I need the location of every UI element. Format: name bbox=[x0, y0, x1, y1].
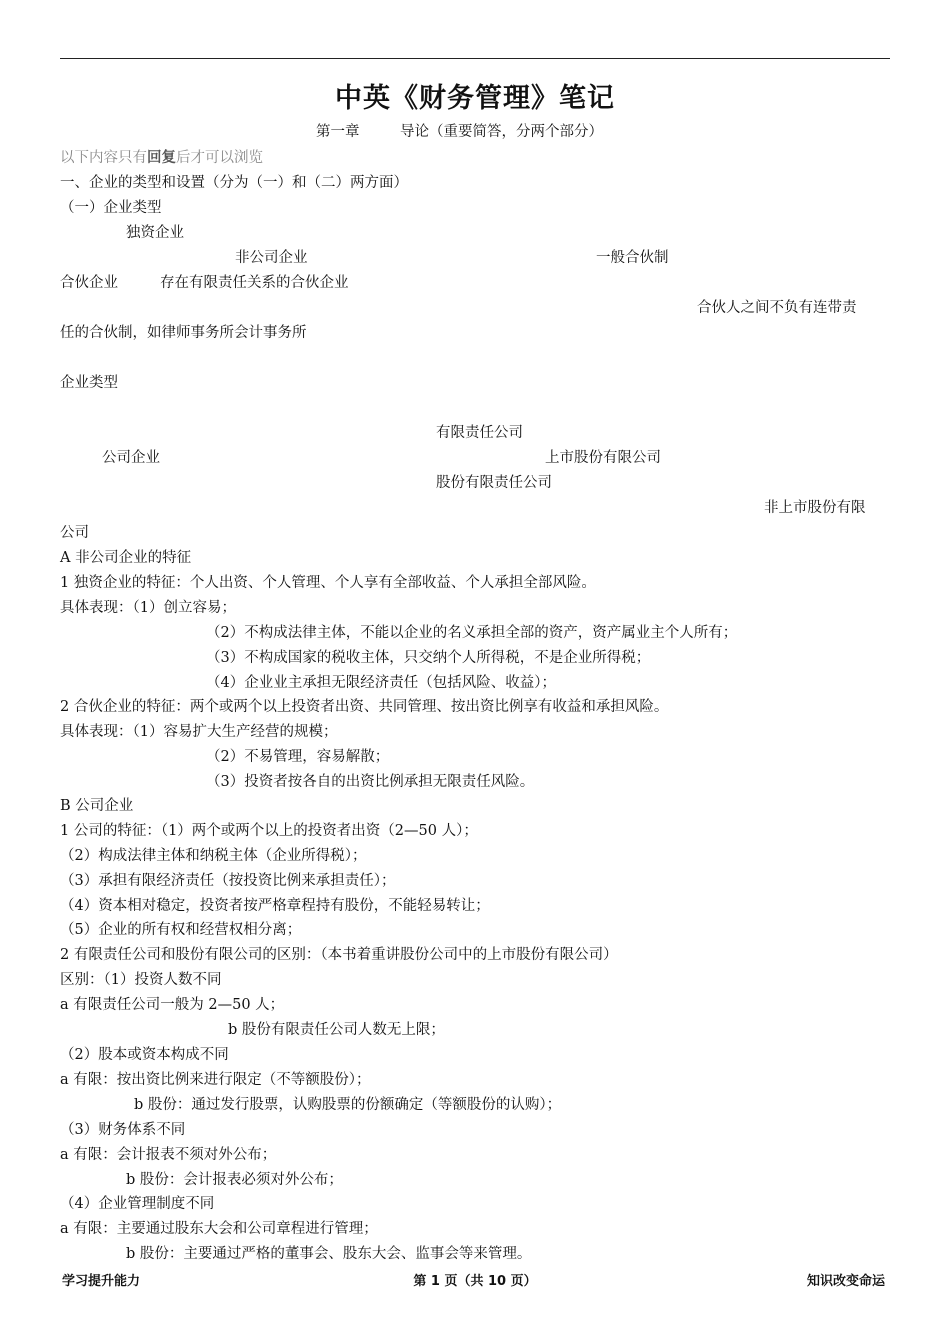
diagram-label-listed: 上市股份有限公司 bbox=[545, 450, 661, 466]
footer-right: 知识改变命运 bbox=[806, 1274, 885, 1289]
header-rule bbox=[60, 58, 890, 59]
diagram-label-sole: 独资企业 bbox=[126, 225, 184, 241]
diagram-label-corp: 公司企业 bbox=[102, 450, 160, 466]
subsection-heading: （一）企业类型 bbox=[60, 200, 162, 216]
diagram-label-partnership: 合伙企业 bbox=[60, 275, 118, 291]
section-heading: 一、企业的类型和设置（分为（一）和（二）两方面） bbox=[60, 175, 408, 191]
chapter-name: 导论（重要简答，分两个部分） bbox=[400, 124, 603, 140]
diagram-label-noncorp: 非公司企业 bbox=[235, 250, 308, 266]
text-line: 公司 bbox=[60, 525, 89, 541]
diagram-label-unlisted: 非上市股份有限 bbox=[764, 500, 866, 516]
diagram-label-joint-stock: 股份有限责任公司 bbox=[436, 475, 552, 491]
text-line: （4）企业管理制度不同 bbox=[60, 1196, 215, 1212]
text-line: （5）企业的所有权和经营权相分离； bbox=[60, 922, 302, 938]
text-line: a 有限责任公司一般为 2—50 人； bbox=[60, 997, 285, 1013]
text-line: 1 公司的特征：（1）两个或两个以上的投资者出资（2—50 人）； bbox=[60, 823, 478, 839]
text-line: b 股份有限责任公司人数无上限； bbox=[228, 1022, 445, 1038]
chapter-number: 第一章 bbox=[316, 124, 360, 140]
text-line: 区别：（1）投资人数不同 bbox=[60, 972, 222, 988]
text-line: a 有限：会计报表不须对外公布； bbox=[60, 1147, 277, 1163]
text-line: （2）构成法律主体和纳税主体（企业所得税）； bbox=[60, 848, 367, 864]
text-line: （3）不构成国家的税收主体，只交纳个人所得税，不是企业所得税； bbox=[206, 650, 651, 666]
diagram-label-types: 企业类型 bbox=[60, 375, 118, 391]
text-line: b 股份：主要通过严格的董事会、股东大会、监事会等来管理。 bbox=[126, 1246, 532, 1262]
heading-a: A 非公司企业的特征 bbox=[60, 550, 192, 566]
reply-notice bbox=[60, 148, 263, 168]
heading-b: B 公司企业 bbox=[60, 798, 134, 814]
text-line: b 股份：通过发行股票，认购股票的份额确定（等额股份的认购）； bbox=[134, 1097, 562, 1113]
text-line: （2）股本或资本构成不同 bbox=[60, 1047, 229, 1063]
notice-before: 以下内容只有 bbox=[60, 150, 147, 166]
text-line: 2 合伙企业的特征：两个或两个以上投资者出资、共同管理、按出资比例享有收益和承担风险。 bbox=[60, 699, 669, 715]
text-line: （3）承担有限经济责任（按投资比例来承担责任）； bbox=[60, 873, 396, 889]
notice-after: 后才可以浏览 bbox=[176, 150, 263, 166]
diagram-label-general: 一般合伙制 bbox=[596, 250, 669, 266]
text-line: （4）资本相对稳定，投资者按严格章程持有股份，不能轻易转让； bbox=[60, 898, 490, 914]
text-line: （3）财务体系不同 bbox=[60, 1122, 186, 1138]
page-title: 中英《财务管理》笔记 bbox=[335, 83, 615, 114]
text-line: a 有限：主要通过股东大会和公司章程进行管理； bbox=[60, 1221, 378, 1237]
footer-page-number: 第 1 页（共 10 页） bbox=[413, 1274, 537, 1289]
diagram-label-llc: 有限责任公司 bbox=[436, 425, 523, 441]
text-line: （2）不易管理，容易解散； bbox=[206, 749, 390, 765]
text-line: （2）不构成法律主体，不能以企业的名义承担全部的资产，资产属业主个人所有； bbox=[206, 625, 738, 641]
text-line: 合伙人之间不负有连带责 bbox=[697, 300, 857, 316]
text-line: 2 有限责任公司和股份有限公司的区别：（本书着重讲股份公司中的上市股份有限公司） bbox=[60, 947, 618, 963]
text-line: 任的合伙制，如律师事务所会计事务所 bbox=[60, 325, 307, 341]
diagram-label-limited-partnership: 存在有限责任关系的合伙企业 bbox=[160, 275, 349, 291]
footer-left: 学习提升能力 bbox=[62, 1274, 141, 1289]
text-line: 具体表现：（1）创立容易； bbox=[60, 600, 236, 616]
notice-bold: 回复 bbox=[147, 149, 176, 166]
text-line: （4）企业业主承担无限经济责任（包括风险、收益）； bbox=[206, 675, 556, 691]
text-line: （3）投资者按各自的出资比例承担无限责任风险。 bbox=[206, 774, 535, 790]
text-line: 1 独资企业的特征：个人出资、个人管理、个人享有全部收益、个人承担全部风险。 bbox=[60, 575, 596, 591]
text-line: a 有限：按出资比例来进行限定（不等额股份）； bbox=[60, 1072, 371, 1088]
text-line: 具体表现：（1）容易扩大生产经营的规模； bbox=[60, 724, 338, 740]
text-line: b 股份：会计报表必须对外公布； bbox=[126, 1172, 343, 1188]
